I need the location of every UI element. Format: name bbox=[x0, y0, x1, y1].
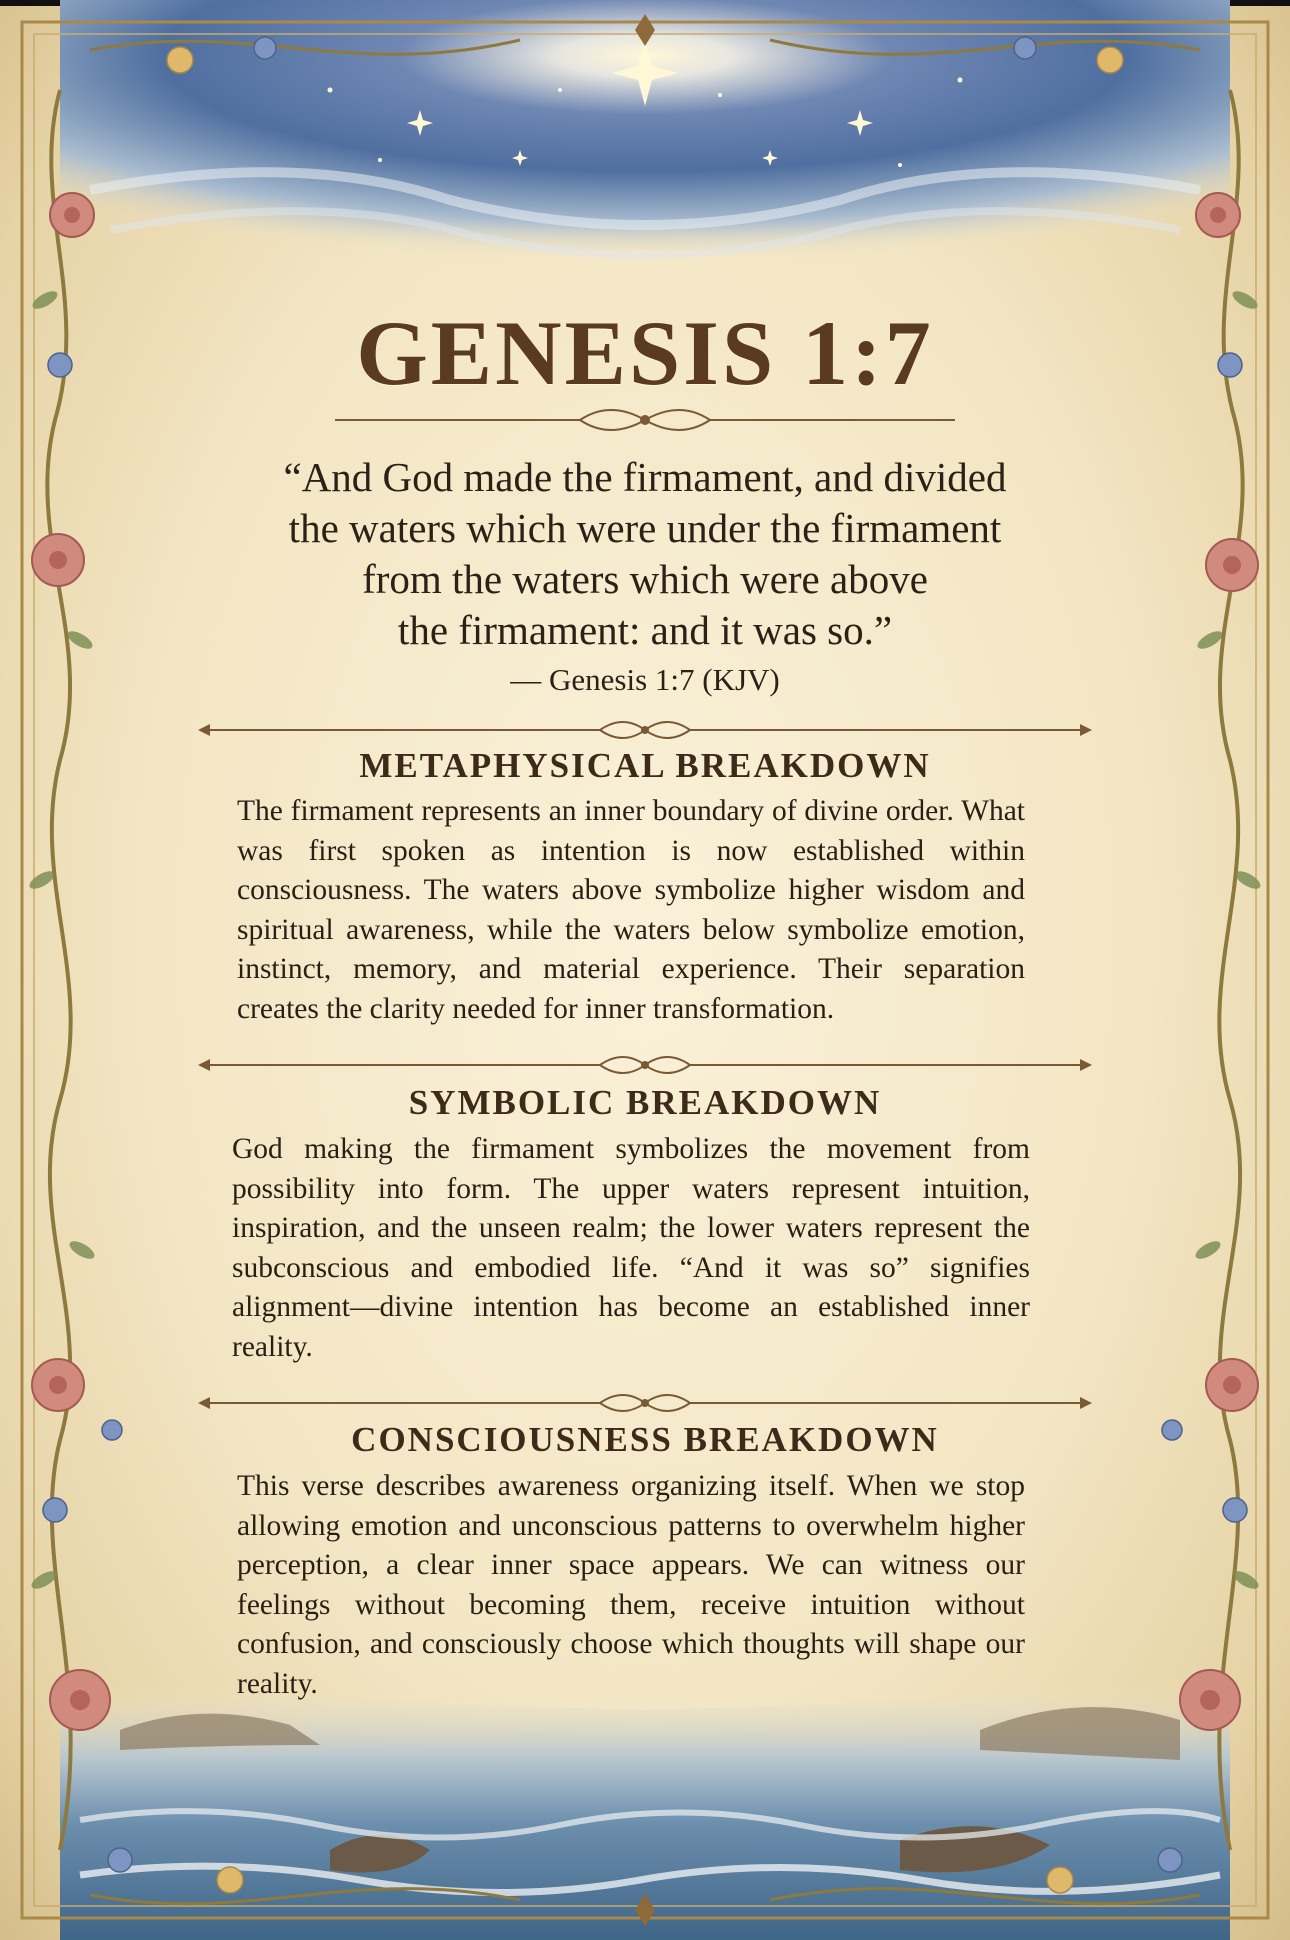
consciousness-text: This verse describes awareness organizing itself. When we stop allowing emotion and unconscious patterns to overwhelm higher perception, a clear inner space appears. We can witness our feelings without becoming them, receive intuition without confusion, and consciously choose which thoughts will shape our reality. bbox=[237, 1470, 1025, 1700]
title-divider-flourish bbox=[180, 400, 1110, 440]
quote-citation: — Genesis 1:7 (KJV) bbox=[510, 662, 780, 697]
quote-line: the firmament: and it was so.” bbox=[397, 607, 893, 653]
starry-sky-illustration bbox=[0, 0, 1290, 320]
section-divider bbox=[180, 1383, 1110, 1423]
section-divider bbox=[180, 710, 1110, 750]
consciousness-heading: CONSCIOUSNESS BREAKDOWN bbox=[351, 1420, 939, 1459]
symbolic-heading: SYMBOLIC BREAKDOWN bbox=[408, 1083, 882, 1122]
metaphysical-text: The firmament represents an inner boundary of divine order. What was first spoken as intention is now established within consciousness. The waters above symbolize higher wisdom and spiritual awareness, while the waters below symbolize emotion, instinct, memory, and material experience. Their separation creates the clarity needed for inner transformation. bbox=[237, 795, 1025, 1025]
page-title: GENESIS 1:7 bbox=[356, 302, 934, 404]
quote-line: from the waters which were above bbox=[362, 556, 928, 602]
section-divider bbox=[180, 1045, 1110, 1085]
metaphysical-heading: METAPHYSICAL BREAKDOWN bbox=[359, 746, 931, 785]
quote-line: the waters which were under the firmament bbox=[288, 505, 1002, 551]
quote-line: “And God made the firmament, and divided bbox=[283, 454, 1007, 500]
symbolic-text: God making the firmament symbolizes the movement from possibility into form. The upper waters represent intuition, inspiration, and the unseen realm; the lower waters represent the subconscious and embodied life. “And it was so” signifies alignment—divine intention has become an established inner reality. bbox=[232, 1133, 1030, 1363]
scripture-quote bbox=[210, 452, 1080, 656]
